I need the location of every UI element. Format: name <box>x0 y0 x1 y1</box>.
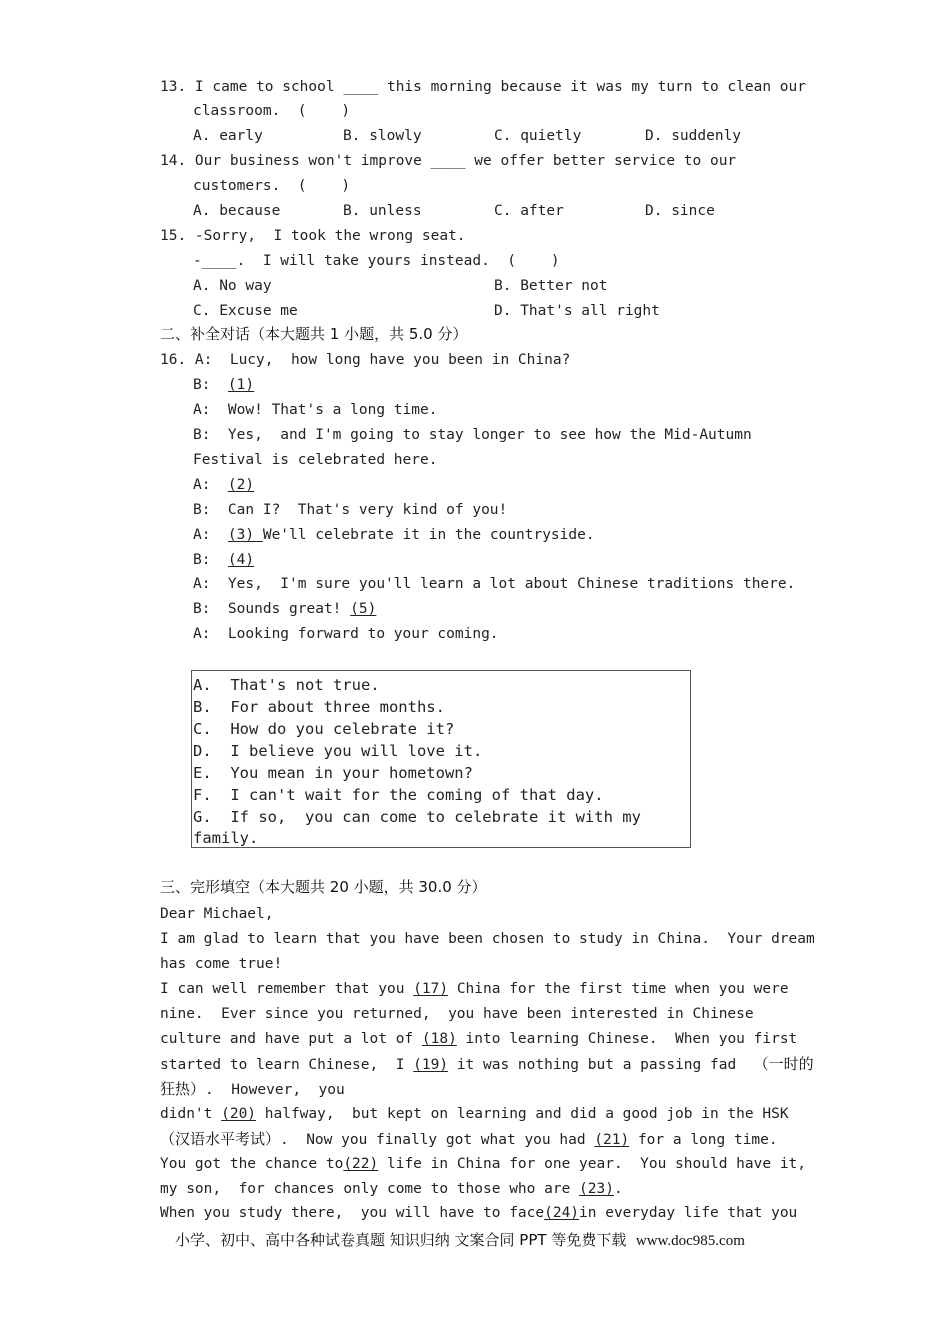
box-option-e: E. You mean in your hometown? <box>193 764 473 782</box>
footer-banner <box>175 1229 745 1250</box>
question-14-stem: 14. Our business won't improve ____ we offer better service to our <box>160 153 737 169</box>
box-option-a: A. That's not true. <box>193 676 380 694</box>
section-2-heading: 二、补全对话（本大题共 1 小题，共 5.0 分） <box>160 325 468 343</box>
dialogue-line-11: B: Sounds great! (5) <box>193 601 377 617</box>
q14-option-b: B. unless <box>343 203 422 219</box>
q14-option-a: A. because <box>193 203 281 219</box>
blank-24[interactable]: (24) <box>544 1205 580 1221</box>
blank-4[interactable]: (4) <box>227 552 255 568</box>
blank-23[interactable]: (23) <box>579 1181 614 1197</box>
question-14-stem-cont: customers. ( ) <box>193 178 351 194</box>
letter-line-12: When you study there, you will have to face(24)in everyday life that you <box>160 1205 798 1221</box>
dialogue-line-1: 16. A: Lucy, how long have you been in China? <box>160 352 571 368</box>
letter-line-10: You got the chance to(22) life in China for one year. You should have it, <box>160 1156 807 1172</box>
dialogue-line-6: A: (2) <box>193 477 255 493</box>
q13-option-c: C. quietly <box>494 128 582 144</box>
letter-line-5: culture and have put a lot of (18) into learning Chinese. When you first <box>160 1031 798 1047</box>
letter-line-2: has come true! <box>160 956 283 972</box>
letter-line-9: （汉语水平考试）. Now you finally got what you had (21) for a long time. <box>160 1130 778 1148</box>
blank-21[interactable]: (21) <box>594 1132 630 1148</box>
dialogue-line-3: A: Wow! That's a long time. <box>193 402 438 418</box>
letter-line-8: didn't (20) halfway, but kept on learning and did a good job in the HSK <box>160 1106 789 1122</box>
box-option-b: B. For about three months. <box>193 698 445 716</box>
blank-19[interactable]: (19) <box>413 1057 449 1073</box>
dialogue-line-7: B: Can I? That's very kind of you! <box>193 502 508 518</box>
letter-line-7: 狂热）. However, you <box>160 1080 345 1098</box>
dialogue-line-9: B: (4) <box>193 552 255 568</box>
q15-option-a: A. No way <box>193 278 272 294</box>
blank-5[interactable]: (5) <box>350 601 377 617</box>
q14-option-d: D. since <box>645 203 715 219</box>
q13-option-a: A. early <box>193 128 263 144</box>
blank-22[interactable]: (22) <box>343 1156 379 1172</box>
box-option-f: F. I can't wait for the coming of that day. <box>193 786 604 804</box>
box-option-g-cont: family. <box>193 829 259 847</box>
q14-option-c: C. after <box>494 203 564 219</box>
q15-option-c: C. Excuse me <box>193 303 298 319</box>
letter-line-1: I am glad to learn that you have been chosen to study in China. Your dream <box>160 931 815 947</box>
q13-option-b: B. slowly <box>343 128 422 144</box>
answer-options-box <box>191 670 691 848</box>
dialogue-line-8: A: (3) We'll celebrate it in the countryside. <box>193 527 595 543</box>
blank-17[interactable]: (17) <box>413 981 449 997</box>
blank-20[interactable]: (20) <box>221 1106 257 1122</box>
letter-line-6: started to learn Chinese, I (19) it was nothing but a passing fad （一时的 <box>160 1055 814 1073</box>
dialogue-line-4: B: Yes, and I'm going to stay longer to see how the Mid-Autumn <box>193 427 752 443</box>
q13-option-d: D. suddenly <box>645 128 742 144</box>
q15-option-b: B. Better not <box>494 278 608 294</box>
box-option-g: G. If so, you can come to celebrate it with my <box>193 808 641 826</box>
dialogue-line-5: Festival is celebrated here. <box>193 452 438 468</box>
blank-1[interactable]: (1) <box>227 377 255 393</box>
question-15-stem: 15. -Sorry, I took the wrong seat. <box>160 228 466 244</box>
question-13-stem-cont: classroom. ( ) <box>193 103 351 119</box>
letter-line-3: I can well remember that you (17) China for the first time when you were <box>160 981 789 997</box>
footer-text: 小学、初中、高中各种试卷真题 知识归纳 文案合同 PPT 等免费下载 <box>175 1231 636 1249</box>
letter-line-4: nine. Ever since you returned, you have been interested in Chinese <box>160 1006 754 1022</box>
footer-link[interactable]: www.doc985.com <box>635 1233 745 1249</box>
letter-line-11: my son, for chances only come to those who are (23). <box>160 1181 623 1197</box>
dialogue-line-2: B: (1) <box>193 377 255 393</box>
blank-2[interactable]: (2) <box>227 477 255 493</box>
letter-salutation: Dear Michael, <box>160 906 274 922</box>
box-option-d: D. I believe you will love it. <box>193 742 483 760</box>
dialogue-line-10: A: Yes, I'm sure you'll learn a lot about Chinese traditions there. <box>193 576 796 592</box>
blank-18[interactable]: (18) <box>421 1031 457 1047</box>
question-13-stem: 13. I came to school ____ this morning because it was my turn to clean our <box>160 79 807 95</box>
dialogue-line-12: A: Looking forward to your coming. <box>193 626 499 642</box>
box-option-c: C. How do you celebrate it? <box>193 720 455 738</box>
question-15-stem-cont: -____. I will take yours instead. ( ) <box>193 253 560 269</box>
section-3-heading: 三、完形填空（本大题共 20 小题，共 30.0 分） <box>160 878 487 896</box>
blank-3[interactable]: (3) <box>227 527 263 543</box>
q15-option-d: D. That's all right <box>494 303 660 319</box>
